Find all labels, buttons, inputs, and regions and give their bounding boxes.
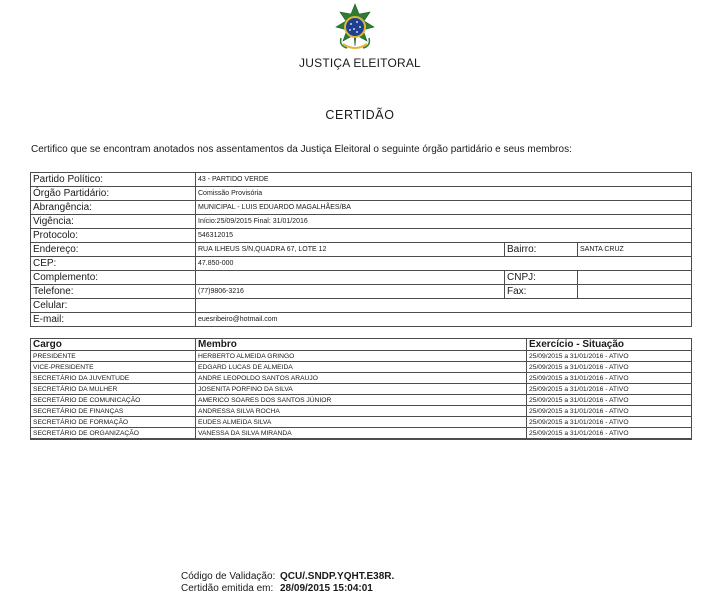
email-value: euesribeiro@hotmail.com xyxy=(196,313,692,327)
membro-cell: EDGARD LUCAS DE ALMEIDA xyxy=(196,362,527,373)
membro-cell: JOSENITA PORFINO DA SILVA xyxy=(196,384,527,395)
exercicio-header: Exercício - Situação xyxy=(527,339,692,351)
exercicio-cell: 25/09/2015 a 31/01/2016 - ATIVO xyxy=(527,417,692,428)
email-label: E-mail: xyxy=(31,313,196,327)
brazil-coat-of-arms-icon xyxy=(327,0,383,56)
members-table xyxy=(30,338,692,440)
cargo-cell: SECRETÁRIO DE FORMAÇÃO xyxy=(31,417,196,428)
document-title: CERTIDÃO xyxy=(325,108,395,122)
party-info-table xyxy=(30,172,692,327)
email-row xyxy=(31,313,692,327)
cargo-cell: SECRETÁRIO DA JUVENTUDE xyxy=(31,373,196,384)
exercicio-cell: 25/09/2015 a 31/01/2016 - ATIVO xyxy=(527,351,692,362)
partido-row xyxy=(31,173,692,187)
table-row xyxy=(31,417,692,428)
endereco-row xyxy=(31,243,692,257)
fax-label: Fax: xyxy=(505,285,578,299)
cargo-cell: VICE-PRESIDENTE xyxy=(31,362,196,373)
endereco-value: RUA ILHEUS S/N,QUADRA 67, LOTE 12 xyxy=(196,243,505,257)
complemento-row xyxy=(31,271,692,285)
cnpj-value xyxy=(578,271,692,285)
organization-name: JUSTIÇA ELEITORAL xyxy=(299,56,421,70)
table-row xyxy=(31,406,692,417)
certidao-emitida-value: 28/09/2015 15:04:01 xyxy=(280,583,373,594)
cep-row xyxy=(31,257,692,271)
celular-row xyxy=(31,299,692,313)
vigencia-value: Início:25/09/2015 Final: 31/01/2016 xyxy=(196,215,692,229)
cargo-header: Cargo xyxy=(31,339,196,351)
cargo-cell: SECRETÁRIO DE COMUNICAÇÃO xyxy=(31,395,196,406)
celular-value xyxy=(196,299,692,313)
table-row xyxy=(31,351,692,362)
table-row xyxy=(31,428,692,440)
fax-value xyxy=(578,285,692,299)
complemento-value xyxy=(196,271,505,285)
footer-labels xyxy=(181,571,275,595)
membro-header: Membro xyxy=(196,339,527,351)
endereco-label: Endereço: xyxy=(31,243,196,257)
vigencia-row xyxy=(31,215,692,229)
cargo-cell: SECRETÁRIO DE FINANÇAS xyxy=(31,406,196,417)
telefone-label: Telefone: xyxy=(31,285,196,299)
exercicio-cell: 25/09/2015 a 31/01/2016 - ATIVO xyxy=(527,428,692,440)
abrangencia-row xyxy=(31,201,692,215)
exercicio-cell: 25/09/2015 a 31/01/2016 - ATIVO xyxy=(527,362,692,373)
protocolo-label: Protocolo: xyxy=(31,229,196,243)
cargo-cell: SECRETÁRIO DA MULHER xyxy=(31,384,196,395)
table-row xyxy=(31,362,692,373)
membro-cell: VANESSA DA SILVA MIRANDA xyxy=(196,428,527,440)
orgao-value: Comissão Provisória xyxy=(196,187,692,201)
bairro-value: SANTA CRUZ xyxy=(578,243,692,257)
membro-cell: ANDRESSA SILVA ROCHA xyxy=(196,406,527,417)
cep-value: 47.850-000 xyxy=(196,257,692,271)
exercicio-cell: 25/09/2015 a 31/01/2016 - ATIVO xyxy=(527,373,692,384)
members-header-row xyxy=(31,339,692,351)
celular-label: Celular: xyxy=(31,299,196,313)
abrangencia-label: Abrangência: xyxy=(31,201,196,215)
table-row xyxy=(31,384,692,395)
intro-text: Certifico que se encontram anotados nos assentamentos da Justiça Eleitoral o seguinte órgão partidário e seus membros: xyxy=(31,144,572,155)
orgao-row xyxy=(31,187,692,201)
cargo-cell: PRESIDENTE xyxy=(31,351,196,362)
codigo-validacao-label: Código de Validação: xyxy=(181,571,276,582)
complemento-label: Complemento: xyxy=(31,271,196,285)
telefone-value: (77)9806-3216 xyxy=(196,285,505,299)
codigo-validacao-value: QCU/.SNDP.YQHT.E38R. xyxy=(280,571,395,582)
cnpj-label: CNPJ: xyxy=(505,271,578,285)
table-row xyxy=(31,373,692,384)
footer-values xyxy=(280,571,394,595)
certidao-emitida-label: Certidão emitida em: xyxy=(181,583,274,594)
abrangencia-value: MUNICIPAL - LUIS EDUARDO MAGALHÃES/BA xyxy=(196,201,692,215)
vigencia-label: Vigência: xyxy=(31,215,196,229)
exercicio-cell: 25/09/2015 a 31/01/2016 - ATIVO xyxy=(527,384,692,395)
table-row xyxy=(31,395,692,406)
cep-label: CEP: xyxy=(31,257,196,271)
partido-label: Partido Político: xyxy=(31,173,196,187)
cargo-cell: SECRETÁRIO DE ORGANIZAÇÃO xyxy=(31,428,196,440)
membro-cell: EUDES ALMEIDA SILVA xyxy=(196,417,527,428)
orgao-label: Órgão Partidário: xyxy=(31,187,196,201)
protocolo-row xyxy=(31,229,692,243)
membro-cell: AMERICO SOARES DOS SANTOS JÚNIOR xyxy=(196,395,527,406)
exercicio-cell: 25/09/2015 a 31/01/2016 - ATIVO xyxy=(527,395,692,406)
telefone-row xyxy=(31,285,692,299)
bairro-label: Bairro: xyxy=(505,243,578,257)
exercicio-cell: 25/09/2015 a 31/01/2016 - ATIVO xyxy=(527,406,692,417)
protocolo-value: 546312015 xyxy=(196,229,692,243)
membro-cell: ANDRE LEOPOLDO SANTOS ARAUJO xyxy=(196,373,527,384)
partido-value: 43 - PARTIDO VERDE xyxy=(196,173,692,187)
membro-cell: HERBERTO ALMEIDA GRINGO xyxy=(196,351,527,362)
